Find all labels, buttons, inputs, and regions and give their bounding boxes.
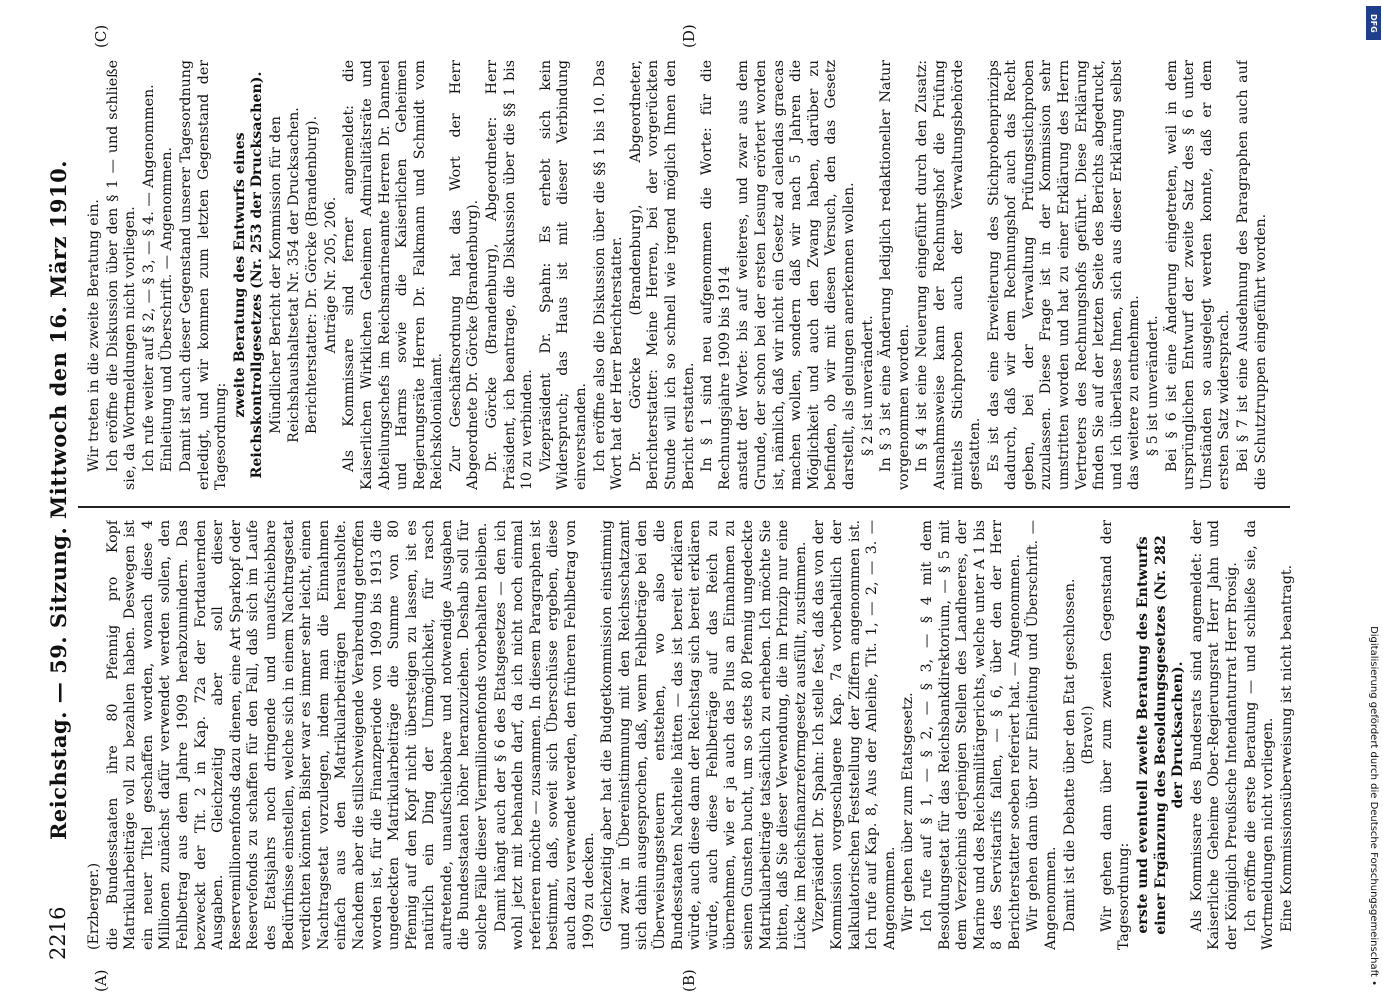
paragraph: Berichterstatter: Dr. Görcke (Brandenburg). <box>304 115 321 435</box>
paragraph: Mündlicher Bericht der Kommission für den Reichshaushaltsetat Nr. 354 der Drucksachen. <box>267 107 302 443</box>
paragraph: Damit ist auch dieser Gegenstand unserer Tagesordnung erledigt, und wir kommen zum letzten Gegenstand der Tagesordnung: <box>177 60 230 490</box>
paragraph: Wir treten in die zweite Beratung ein. <box>86 199 102 472</box>
paragraph: Anträge Nr. 205, 206. <box>322 196 339 354</box>
paragraph: Wir gehen über zum Etatsgesetz. <box>900 692 917 932</box>
paragraph: Wir gehen dann über zur Einleitung und Überschrift. — Angenommen. <box>1025 520 1060 950</box>
paragraph: In § 1 sind neu aufgenommen die Worte: für die Rechnungsjahre 1909 bis 1914 <box>699 60 733 490</box>
margin-marker-d: (D) <box>680 24 698 48</box>
margin-marker-b: (B) <box>680 969 698 992</box>
paragraph: Als Kommissare des Bundesrats sind angemeldet: der Kaiserliche Geheime Ober-Regierungsrat Herr Jahn und der Königlich Preußische Intendanturrat Herr Brosig. <box>1188 520 1240 950</box>
paragraph: Dr. Görcke (Brandenburg), Abgeordneter, Berichterstatter: Meine Herren, bei der vorgerückten Stunde will ich so schnell wie irgend möglich Ihnen den Bericht erstatten. <box>627 60 697 490</box>
paragraph: Ich eröffne die Diskussion über den § 1 — und schließe sie, da Wortmeldungen nicht vorliegen. <box>104 60 139 490</box>
paragraph: Eine Kommissionsüberweisung ist nicht beantragt. <box>1278 564 1295 932</box>
paragraph: Als Kommissare sind ferner angemeldet: die Kaiserlichen Wirklichen Geheimen Admiralitätsräte und Abteilungschefs im Reichsmarineamte Herren Dr. Danneel und Harms sowie die Kaiserlichen Geheimen Regierungsräte Herren Dr. Falkmann und Schmidt vom Reichskolonialamt. <box>341 60 446 490</box>
paragraph: Vizepräsident Dr. Spahn: Ich stelle fest, daß das von der Kommission vorgeschlagene Kap. 7a vorbehaltlich der kalkulatorischen Feststellung der Ziffern angenommen ist. Ich rufe auf Kap. 8, Aus der Anleihe, Tit. 1, — 2, — 3. — Angenommen. <box>811 520 898 950</box>
page-number: 2216 <box>46 906 70 960</box>
running-head <box>42 40 76 960</box>
paragraph: Ich rufe weiter auf § 2, — § 3, — § 4. — Angenommen. <box>140 84 157 472</box>
paragraph: § 2 ist unverändert. <box>859 315 876 456</box>
paragraph: Ich eröffne also die Diskussion über die §§ 1 bis 10. Das Wort hat der Herr Berichterstatter. <box>591 60 626 490</box>
paragraph: § 5 ist unverändert. <box>1145 315 1162 456</box>
paragraph: Einleitung und Überschrift. — Angenommen. <box>159 147 176 472</box>
agenda-item: erste und eventuell zweite Beratung des Entwurfs einer Ergänzung des Besoldungsgesetzes (Nr. 282 der Drucksachen). <box>1135 535 1187 935</box>
paragraph: Vizepräsident Dr. Spahn: Es erhebt sich kein Widerspruch; das Haus ist mit dieser Verbindung einverstanden. <box>537 60 590 490</box>
paragraph: Gleichzeitig aber hat die Budgetkommission einstimmig und zwar in Übereinstimmung mit den Reichsschatzamt sich dahin ausgesprochen, daß, wenn Fehlbeträge bei den Überweisungssteuern entstehen, wo also die Bundesstaaten Nachteile hätten — das ist bereit erklären würde, auch diese dann der Reichstag sich bereit erklären würde, auch diese Fehlbeträge auf das Reich zu übernehmen, wie er ja auch das Plus an Einnahmen zu seinen Gunsten bucht, um so stets 80 Pfennig ungedeckte Matrikularbeiträge tatsächlich zu erheben. Ich möchte Sie bitten, daß Sie dieser Verwendung, die im Prinzip nur eine Lücke im Reichsfinanzreformgesetz ausfüllt, zustimmen. <box>599 520 809 950</box>
agenda-item: zweite Beratung des Entwurfs eines Reichskontrollgesetzes (Nr. 253 der Drucksachen). <box>231 71 266 479</box>
paragraph: anstatt der Worte: bis auf weiteres, und zwar aus dem Grunde, der schon bei der ersten Lesung erörtert worden ist, nämlich, daß wir nicht ein Gesetz ad calendas graecas machen wollen, sondern daß wir nach 5 Jahren die Möglichkeit und auch den Zwang haben, darüber zu befinden, ob wir mit diesen Versuch, den das Gesetz darstellt, als gelungen anerkennen wollen. <box>735 60 857 490</box>
interjection: (Bravo!) <box>1080 705 1097 765</box>
paragraph: Wir gehen dann über zum zweiten Gegenstand der Tagesordnung: <box>1098 520 1133 950</box>
paragraph: Zur Geschäftsordnung hat das Wort der Herr Abgeordnete Dr. Görcke (Brandenburg). <box>447 60 482 490</box>
paragraph: Bei § 7 ist eine Ausdehnung des Paragraphen auch auf die Schutztruppen eingeführt worden. <box>1235 60 1269 490</box>
column-divider <box>78 506 1290 508</box>
paragraph: In § 3 ist eine Änderung lediglich redaktioneller Natur vorgenommen worden. <box>878 60 912 490</box>
paragraph: Damit ist die Debatte über den Etat geschlossen. <box>1061 578 1078 932</box>
dfg-logo: DFG <box>1366 6 1381 40</box>
digitization-credit-strip <box>1364 0 1383 1000</box>
margin-marker-c: (C) <box>92 24 110 48</box>
page-headline: Reichstag. — 59. Sitzung. Mittwoch den 16. März 1910. <box>46 160 71 841</box>
paragraph: Dr. Görcke (Brandenburg), Abgeordneter: Herr Präsident, ich beantrage, die Diskussion über die §§ 1 bis 10 zu verbinden. <box>484 60 536 490</box>
paragraph: Es ist das eine Erweiterung des Stichprobenprinzips dadurch, daß wir dem Rechnungshof auch das Recht geben, bei der Verwaltung Prüfungsstichproben zuzulassen. Diese Frage ist in der Kommission sehr umstritten worden und hat zu einer Erklärung des Herrn Vertreters des Rechnungshofs geführt. Diese Erklärung finden Sie auf der letzten Seite des Berichts abgedruckt, und ich überlasse Ihnen, sich aus dieser Erklärung selbst das weitere zu entnehmen. <box>985 60 1143 490</box>
paragraph: Ich eröffne die erste Beratung — und schließe sie, da Wortmeldungen nicht vorliegen. <box>1242 520 1277 950</box>
paragraph: Bei § 6 ist eine Änderung eingetreten, weil in dem ursprünglichen Entwurf der zweite Satz des § 6 unter Umständen so ausgelegt werden konnte, daß er dem ersten Satz widersprach. <box>1163 60 1233 490</box>
right-column <box>86 60 1300 490</box>
digitization-credit: Digitalisierung gefördert durch die Deutsche Forschungsgemeinschaft • <box>1368 626 1379 986</box>
paragraph: Ich rufe auf § 1, — § 2, — § 3, — § 4 mit dem Besoldungsetat für das Reichsbankdirektorium, — § 5 mit dem Verzeichnis derjenigen Stellen des Landheeres, der Marine und des Reichsmilitärgerichts, welche unter A 1 bis 8 des Servistarifs fallen, — § 6, über den der Herr Berichterstatter soeben referiert hat. — Angenommen. <box>918 520 1023 950</box>
paragraph: die Bundesstaaten ihre 80 Pfennig pro Kopf Matrikularbeiträge voll zu bezahlen haben. Deswegen ist ein neuer Titel geschaffen worden, wonach diese 4 Millionen zunächst dafür verwendet werden sollen, den Fehlbetrag aus dem Jahre 1909 herabzumindern. Das bezweckt der Tit. 2 in Kap. 72a der Fortdauernden Ausgaben. Gleichzeitig aber soll dieser Reservemillionenfonds dazu dienen, eine Art Sparkopf oder Reservefonds zu schaffen für den Fall, daß sich im Laufe des Etatsjahrs noch dringende und unaufschiebbare Bedürfnisse einstellen, welche sich in einem Nachtragsetat verdichten könnten. Bisher war es immer sehr leicht, einen Nachtragsetat vorzulegen, indem man die Einnahmen einfach aus den Matrikularbeiträgen herausholte. Nachdem aber die stillschweigende Verabredung getroffen worden ist, für die Finanzperiode von 1909 bis 1913 die ungedeckten Matrikularbeiträge die Summe von 80 Pfennig auf den Kopf nicht übersteigen zu lassen, ist es natürlich ein Ding der Unmöglichkeit, für rasch auftretende, unaufschiebbare und notwendige Ausgaben die Bundesstaaten höher heranzuziehen. Deshalb soll für solche Fälle dieser Viermillionenfonds vorbehalten bleiben. <box>104 520 491 950</box>
speaker-note: (Erzberger.) <box>86 862 102 950</box>
paragraph: Damit hängt auch der § 6 des Etatsgesetzes — den ich wohl jetzt mit behandeln darf, da ich nicht noch einmal referieren möchte — zusammen. In diesem Paragraphen ist bestimmt, daß, soweit sich Überschüsse ergeben, diese auch dazu verwendet werden, den früheren Fehlbetrag von 1909 zu decken. <box>492 520 597 950</box>
margin-marker-a: (A) <box>92 969 110 992</box>
left-column <box>86 520 1300 950</box>
paragraph: In § 4 ist eine Neuerung eingeführt durch den Zusatz: Ausnahmsweise kann der Rechnungshof die Prüfung mittels Stichproben auch der Verwaltungsbehörde gestatten. <box>914 60 984 490</box>
